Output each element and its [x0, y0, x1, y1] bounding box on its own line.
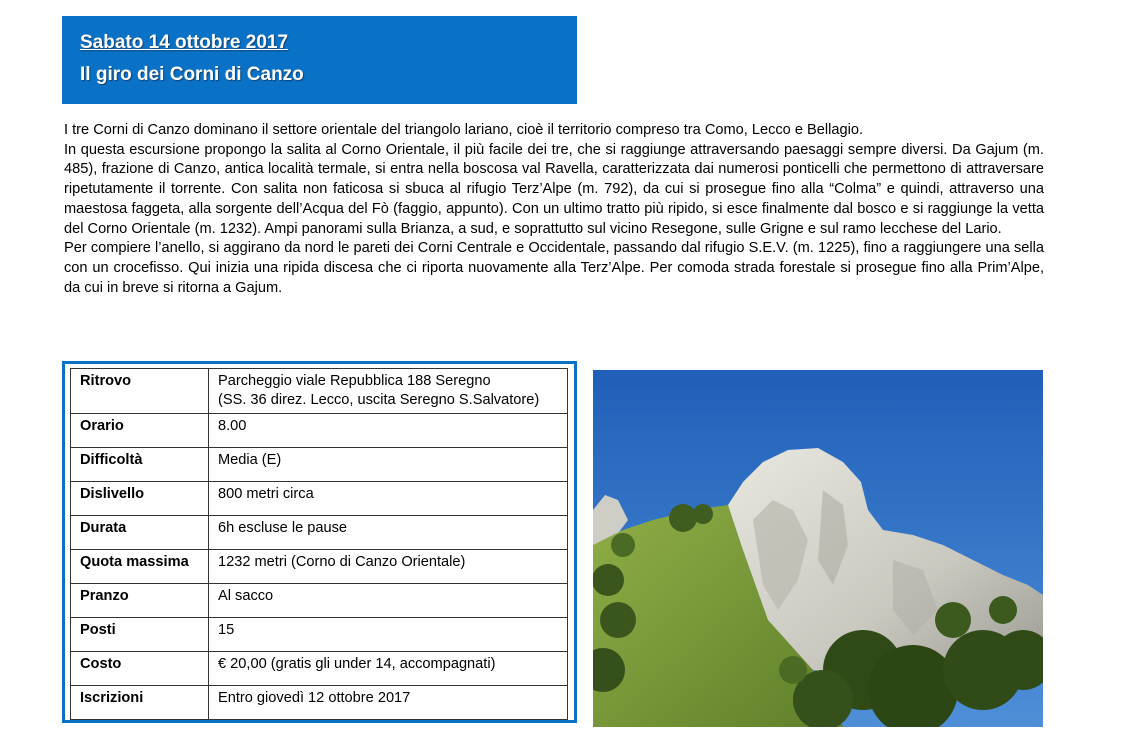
info-table-frame [62, 361, 577, 723]
table-row-durata [71, 516, 568, 550]
row-value-line-2: (SS. 36 direz. Lecco, uscita Seregno S.Salvatore) [218, 392, 540, 408]
row-label: Iscrizioni [71, 686, 209, 720]
row-label: Costo [71, 652, 209, 686]
table-row-costo [71, 652, 568, 686]
table-row-quota-massima [71, 550, 568, 584]
row-label: Quota massima [71, 550, 209, 584]
row-value: 1232 metri (Corno di Canzo Orientale) [209, 550, 568, 584]
table-row-posti [71, 618, 568, 652]
intro-line-1: I tre Corni di Canzo dominano il settore orientale del triangolo lariano, cioè il territorio compreso tra Como, Lecco e Bellagio. [64, 122, 864, 138]
row-value: € 20,00 (gratis gli under 14, accompagnati) [209, 652, 568, 686]
event-title: Il giro dei Corni di Canzo [80, 64, 304, 85]
row-value: Entro giovedì 12 ottobre 2017 [209, 686, 568, 720]
row-label: Orario [71, 414, 209, 448]
table-row-iscrizioni [71, 686, 568, 720]
info-table [70, 368, 568, 720]
table-row-difficolta [71, 448, 568, 482]
table-row-pranzo [71, 584, 568, 618]
row-value: Al sacco [209, 584, 568, 618]
row-value: 800 metri circa [209, 482, 568, 516]
intro-text [64, 121, 1044, 298]
row-label: Ritrovo [71, 369, 209, 414]
row-value: 6h escluse le pause [209, 516, 568, 550]
row-value: 15 [209, 618, 568, 652]
row-label: Difficoltà [71, 448, 209, 482]
title-box [62, 16, 577, 104]
row-value-line-1: Parcheggio viale Repubblica 188 Seregno [218, 373, 491, 389]
row-label: Dislivello [71, 482, 209, 516]
table-row-orario [71, 414, 568, 448]
event-date: Sabato 14 ottobre 2017 [80, 32, 289, 53]
row-label: Pranzo [71, 584, 209, 618]
intro-paragraph-1: In questa escursione propongo la salita al Corno Orientale, il più facile dei tre, che si raggiunge attraversando paesaggi sempre diversi. Da Gajum (m. 485), frazione di Canzo, antica località termale, si entra nella boscosa val Ravella, caratterizzata dai numerosi ponticelli che permettono di attraversare ripetutamente il torrente. Con salita non faticosa si sbuca al rifugio Terz’Alpe (m. 792), da cui si prosegue fino alla “Colma” e quindi, attraverso una maestosa faggeta, alla sorgente dell’Acqua del Fò (faggio, appunto). Con un ultimo tratto più ripido, si esce finalmente dal bosco e si raggiunge la vetta del Corno Orientale (m. 1232). Ampi panorami sulla Brianza, a sud, e soprattutto sul vicino Resegone, sulle Grigne e sul ramo lecchese del Lario. [64, 141, 1044, 237]
mountain-photo [593, 370, 1043, 727]
intro-paragraph-2: Per compiere l’anello, si aggirano da nord le pareti dei Corni Centrale e Occidentale, passando dal rifugio S.E.V. (m. 1225), fino a raggiungere una sella con un crocefisso. Qui inizia una ripida discesa che ci riporta nuovamente alla Terz’Alpe. Per comoda strada forestale si prosegue fino alla Prim’Alpe, da cui in breve si ritorna a Gajum. [64, 240, 1044, 296]
row-value: Media (E) [209, 448, 568, 482]
row-label: Durata [71, 516, 209, 550]
table-row-dislivello [71, 482, 568, 516]
row-value: 8.00 [209, 414, 568, 448]
mountain-photo-icon [593, 370, 1043, 727]
table-row-ritrovo [71, 369, 568, 414]
row-label: Posti [71, 618, 209, 652]
row-value [209, 369, 568, 414]
